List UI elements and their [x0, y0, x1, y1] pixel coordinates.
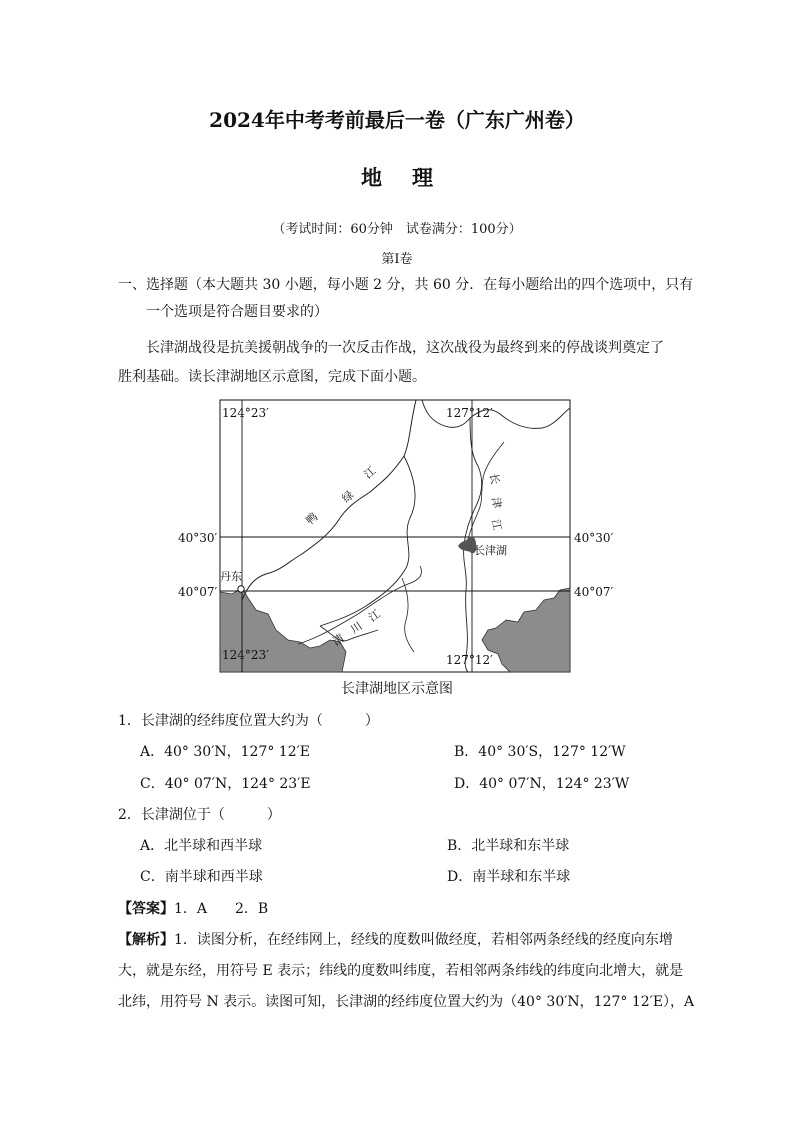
question-2-option-b: B．北半球和东半球 [447, 838, 570, 854]
changjin-label-2: 津 [489, 496, 504, 510]
changjin-lake-map [170, 394, 630, 679]
paper-title: 2024年中考考前最后一卷（广东广州卷） [209, 108, 585, 132]
question-2-option-d: D．南半球和东半球 [447, 869, 571, 885]
city-label-dandong: 丹东 [220, 570, 242, 583]
question-1-stem: 1．长津湖的经纬度位置大约为（ ） [118, 713, 379, 729]
qingchuan-label-3: 江 [366, 607, 383, 625]
lat-label-upper-left: 40°30′ [178, 531, 218, 545]
sea-right [482, 588, 570, 672]
dandong-marker [238, 586, 244, 592]
lat-label-lower-right: 40°07′ [574, 585, 614, 599]
lon-label-right-top: 127°12′ [446, 406, 493, 420]
yalu-label-3: 江 [361, 464, 379, 482]
changjin-label-3: 江 [489, 518, 504, 532]
analysis-line1 [118, 929, 673, 949]
analysis-text-1: 1．读图分析，在经纬网上，经线的度数叫做经度，若相邻两条经线的经度向东增 [174, 932, 673, 948]
question-2-option-a: A．北半球和西半球 [140, 838, 263, 854]
exam-info: （考试时间：60分钟 试卷满分：100分） [272, 222, 522, 237]
lon-label-left-bottom: 124°23′ [222, 648, 269, 662]
intro-line2: 胜利基础。读长津湖地区示意图，完成下面小题。 [118, 369, 426, 385]
question-1-option-b: B．40° 30′S，127° 12′W [454, 744, 626, 760]
analysis-label: 【解析】 [118, 932, 174, 948]
analysis-line3: 北纬，用符号 N 表示。读图可知，长津湖的经纬度位置大约为（40° 30′N，127° 12′E），A [118, 994, 695, 1010]
qingchuan-border [320, 456, 415, 626]
lon-label-right-bottom: 127°12′ [446, 653, 493, 667]
volume-label: 第Ⅰ卷 [381, 252, 413, 267]
map-caption: 长津湖地区示意图 [341, 681, 453, 697]
lat-label-lower-left: 40°07′ [178, 585, 218, 599]
qingchuan-label-1: 清 [330, 631, 347, 649]
lat-label-upper-right: 40°30′ [574, 531, 614, 545]
question-2-option-c: C．南半球和西半球 [140, 869, 263, 885]
intro-line1: 长津湖战役是抗美援朝战争的一次反击作战，这次战役为最终到来的停战谈判奠定了 [146, 340, 664, 356]
analysis-line2: 大，就是东经，用符号 E 表示；纬线的度数叫纬度，若相邻两条纬线的纬度向北增大，就是 [118, 963, 684, 979]
answer-line [118, 898, 268, 918]
question-1-option-a: A．40° 30′N，127° 12′E [140, 744, 311, 760]
section-heading-line1: 一、选择题（本大题共 30 小题，每小题 2 分，共 60 分．在每小题给出的四个选项中，只有 [118, 277, 694, 293]
lon-label-left-top: 124°23′ [222, 406, 269, 420]
section-heading-line2: 一个选项是符合题目要求的） [146, 304, 328, 320]
subject-title: 地理 [361, 165, 463, 190]
yalu-label-1: 鸭 [303, 510, 321, 528]
changjin-label-1: 长 [487, 472, 502, 486]
yalu-label-2: 绿 [339, 488, 357, 506]
answer-text: 1．A 2．B [174, 901, 269, 917]
lake-label: 长津湖 [474, 544, 507, 557]
qingchuan-label-2: 川 [348, 619, 365, 637]
question-1-option-c: C．40° 07′N，124° 23′E [140, 776, 311, 792]
yalu-river [242, 400, 416, 600]
question-1-option-d: D．40° 07′N，124° 23′W [454, 776, 630, 792]
answer-label: 【答案】 [118, 901, 174, 917]
question-2-stem: 2．长津湖位于（ ） [118, 807, 281, 823]
